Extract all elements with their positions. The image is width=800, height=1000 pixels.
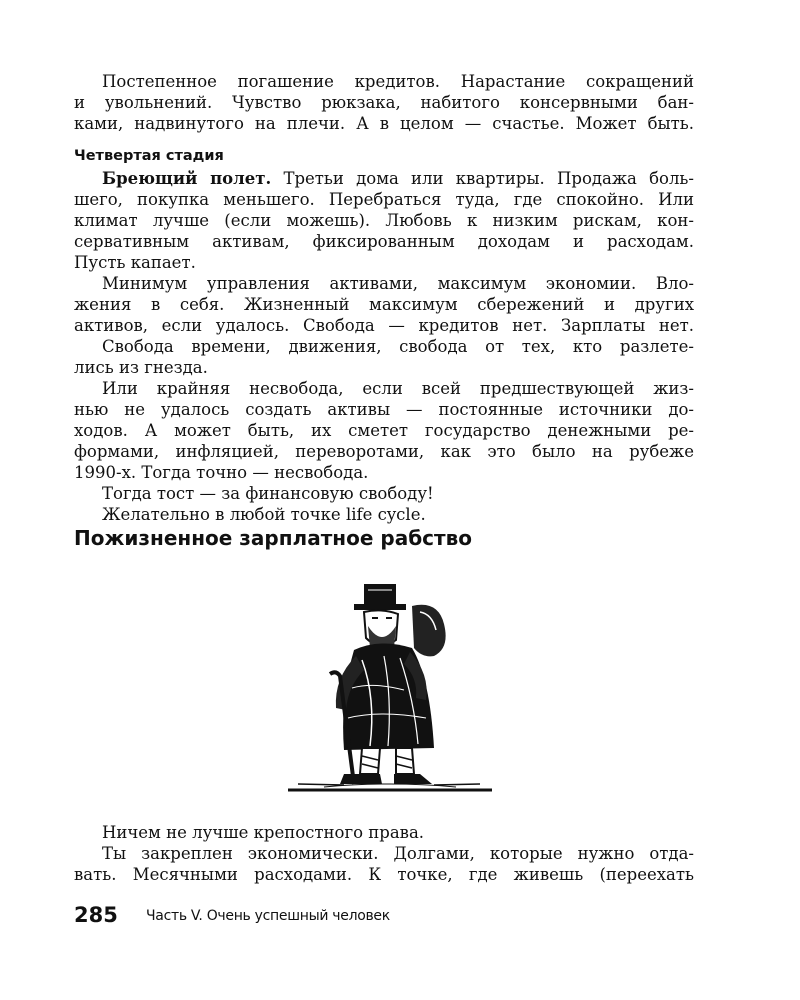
paragraph-line: Тогда тост — за финансовую свободу!: [102, 484, 434, 503]
paragraph-line: Свобода времени, движения, свобода от тех, кто разлете-: [102, 337, 694, 356]
section-title: Пожизненное зарплатное рабство: [74, 526, 472, 550]
paragraph-line: вать. Месячными расходами. К точке, где живешь (переехать: [74, 865, 694, 884]
page-number: 285: [74, 903, 118, 927]
paragraph-line: Минимум управления активами, максимум экономии. Вло-: [102, 274, 694, 293]
paragraph-line: нью не удалось создать активы — постоянные источники до-: [74, 400, 694, 419]
paragraph-line: лись из гнезда.: [74, 358, 208, 377]
subsection-heading: Четвертая стадия: [74, 148, 224, 164]
paragraph-line: Желательно в любой точке life cycle.: [102, 505, 426, 524]
running-footer-title: Часть V. Очень успешный человек: [146, 908, 390, 924]
paragraph-line: сервативным активам, фиксированным доходам и расходам.: [74, 232, 694, 251]
paragraph-line: Ты закреплен экономически. Долгами, которые нужно отда-: [102, 844, 694, 863]
paragraph-line: Пусть капает.: [74, 253, 196, 272]
paragraph-line: активов, если удалось. Свобода — кредитов нет. Зарплаты нет.: [74, 316, 694, 335]
paragraph-line: Постепенное погашение кредитов. Нарастание сокращений: [102, 72, 694, 91]
paragraph-line: климат лучше (если можешь). Любовь к низким рискам, кон-: [74, 211, 694, 230]
old-man-with-cane-engraving-icon: [284, 578, 496, 796]
paragraph-line: Ничем не лучше крепостного права.: [102, 823, 425, 842]
paragraph-line: Или крайняя несвобода, если всей предшествующей жиз-: [102, 379, 694, 398]
paragraph-line: [102, 169, 694, 189]
paragraph-line: и увольнений. Чувство рюкзака, набитого консервными бан-: [74, 93, 694, 112]
paragraph-line: 1990-х. Тогда точно — несвобода.: [74, 463, 369, 482]
paragraph-line: формами, инфляцией, переворотами, как это было на рубеже: [74, 442, 694, 461]
paragraph-line: жения в себя. Жизненный максимум сбережений и других: [74, 295, 694, 314]
run-in-heading: Бреющий полет.: [102, 169, 272, 188]
paragraph-line: ками, надвинутого на плечи. А в целом — счастье. Может быть.: [74, 114, 694, 133]
paragraph-text: Третьи дома или квартиры. Продажа боль-: [271, 169, 694, 188]
paragraph-line: шего, покупка меньшего. Перебраться туда, где спокойно. Или: [74, 190, 694, 209]
paragraph-line: ходов. А может быть, их сметет государство денежными ре-: [74, 421, 694, 440]
